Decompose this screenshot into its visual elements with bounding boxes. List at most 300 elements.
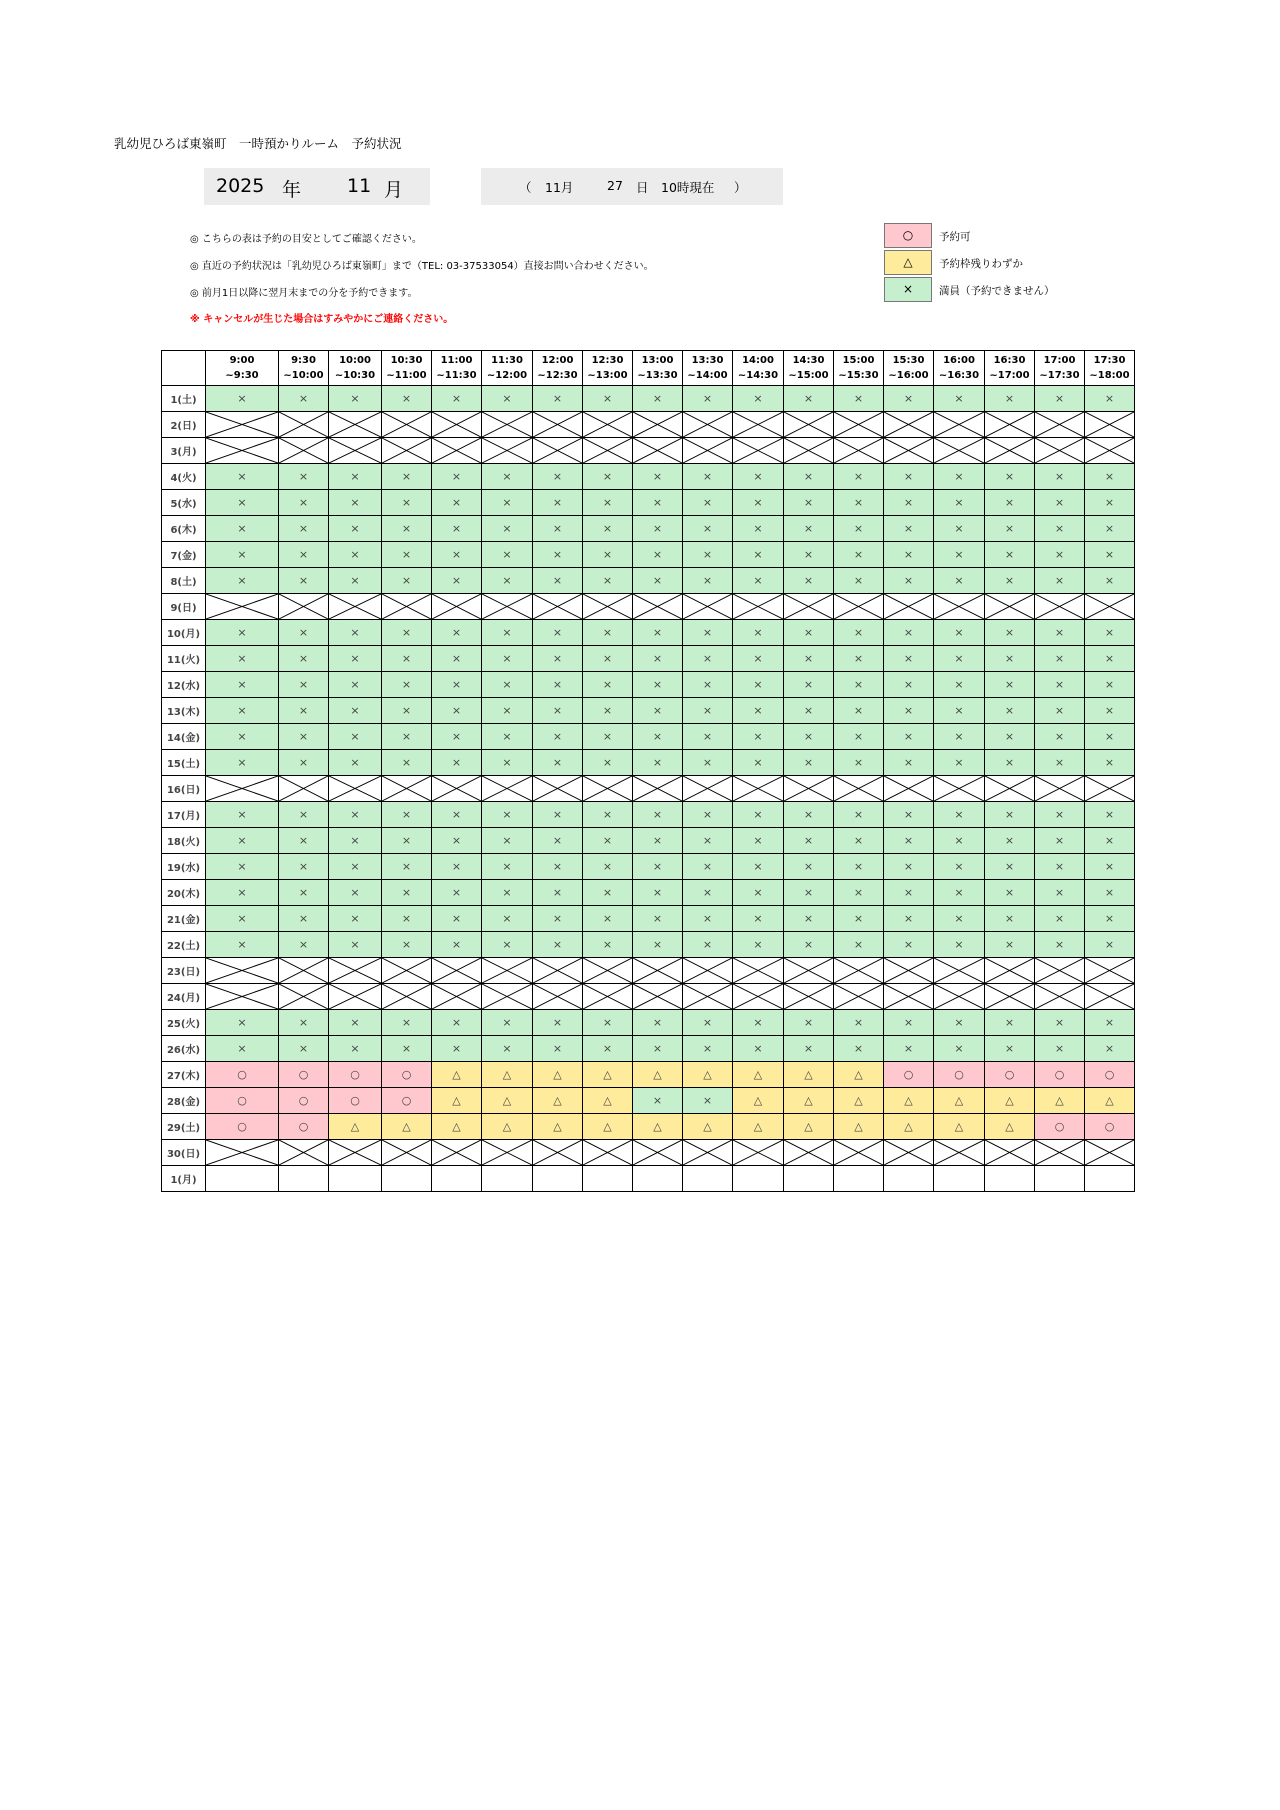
- table-row: [162, 620, 1135, 646]
- status-cell-full: ×: [683, 646, 733, 672]
- closed-cell: [329, 594, 382, 620]
- cancel-warning: ※ キャンセルが生じた場合はすみやかにご連絡ください。: [190, 314, 454, 325]
- day-label: 6(木): [162, 516, 206, 542]
- time-slot-header: [1085, 351, 1135, 386]
- empty-cell: [279, 1166, 329, 1192]
- closed-cell: [834, 776, 884, 802]
- closed-cell: [884, 1140, 934, 1166]
- legend-full-symbol: ×: [884, 277, 932, 302]
- status-cell-full: ×: [1085, 464, 1135, 490]
- empty-cell: [1035, 1166, 1085, 1192]
- status-cell-full: ×: [934, 932, 985, 958]
- closed-cell: [1085, 958, 1135, 984]
- status-cell-full: ×: [329, 490, 382, 516]
- status-cell-full: ×: [206, 516, 279, 542]
- legend-few-label: 予約枠残りわずか: [939, 258, 1023, 270]
- status-cell-full: ×: [279, 724, 329, 750]
- status-cell-full: ×: [482, 1036, 533, 1062]
- status-cell-full: ×: [329, 646, 382, 672]
- status-cell-full: ×: [583, 750, 633, 776]
- status-cell-full: ×: [633, 672, 683, 698]
- closed-cell: [482, 1140, 533, 1166]
- status-cell-full: ×: [834, 542, 884, 568]
- closed-cell: [279, 594, 329, 620]
- time-slot-header: [834, 351, 884, 386]
- empty-cell: [884, 1166, 934, 1192]
- status-cell-full: ×: [834, 932, 884, 958]
- status-cell-full: ×: [206, 906, 279, 932]
- slot-end: ~17:30: [1039, 370, 1080, 381]
- closed-cell: [884, 412, 934, 438]
- status-cell-full: ×: [834, 464, 884, 490]
- status-cell-full: ×: [985, 490, 1035, 516]
- status-cell-few: △: [834, 1088, 884, 1114]
- status-cell-full: ×: [934, 1010, 985, 1036]
- closed-cell: [985, 776, 1035, 802]
- status-cell-full: ×: [683, 386, 733, 412]
- slot-end: ~9:30: [225, 370, 259, 381]
- status-cell-full: ×: [482, 698, 533, 724]
- status-cell-ok: ○: [206, 1088, 279, 1114]
- time-slot-header: [934, 351, 985, 386]
- closed-cell: [784, 1140, 834, 1166]
- status-cell-few: △: [482, 1062, 533, 1088]
- status-cell-full: ×: [206, 932, 279, 958]
- empty-cell: [985, 1166, 1035, 1192]
- status-cell-full: ×: [884, 1036, 934, 1062]
- status-cell-full: ×: [784, 802, 834, 828]
- status-cell-full: ×: [1035, 1036, 1085, 1062]
- status-cell-full: ×: [683, 464, 733, 490]
- closed-cell: [784, 958, 834, 984]
- closed-cell: [279, 984, 329, 1010]
- header-corner: [162, 351, 206, 386]
- status-cell-ok: ○: [329, 1062, 382, 1088]
- note-2: ◎ 直近の予約状況は「乳幼児ひろば東嶺町」まで（TEL: 03-37533054）直接お問い合わせください。: [190, 261, 654, 272]
- status-cell-full: ×: [583, 932, 633, 958]
- status-cell-full: ×: [683, 516, 733, 542]
- slot-end: ~12:00: [486, 370, 528, 381]
- table-row: [162, 412, 1135, 438]
- status-cell-full: ×: [279, 1010, 329, 1036]
- closed-cell: [633, 776, 683, 802]
- empty-cell: [683, 1166, 733, 1192]
- status-cell-few: △: [733, 1114, 784, 1140]
- status-cell-few: △: [533, 1114, 583, 1140]
- status-cell-full: ×: [1035, 854, 1085, 880]
- status-cell-full: ×: [784, 698, 834, 724]
- status-cell-full: ×: [934, 672, 985, 698]
- status-cell-full: ×: [206, 542, 279, 568]
- day-label: 28(金): [162, 1088, 206, 1114]
- status-cell-full: ×: [1035, 386, 1085, 412]
- closed-cell: [382, 958, 432, 984]
- status-cell-full: ×: [482, 620, 533, 646]
- status-cell-full: ×: [934, 464, 985, 490]
- status-cell-ok: ○: [985, 1062, 1035, 1088]
- closed-cell: [482, 984, 533, 1010]
- status-cell-full: ×: [784, 880, 834, 906]
- closed-cell: [533, 594, 583, 620]
- table-row: [162, 646, 1135, 672]
- status-cell-full: ×: [633, 646, 683, 672]
- status-cell-ok: ○: [1035, 1114, 1085, 1140]
- closed-cell: [985, 412, 1035, 438]
- status-cell-full: ×: [1035, 516, 1085, 542]
- status-cell-full: ×: [784, 906, 834, 932]
- closed-cell: [533, 412, 583, 438]
- table-row: [162, 932, 1135, 958]
- status-cell-full: ×: [279, 620, 329, 646]
- status-cell-full: ×: [329, 802, 382, 828]
- status-cell-full: ×: [382, 542, 432, 568]
- closed-cell: [583, 412, 633, 438]
- status-cell-few: △: [985, 1088, 1035, 1114]
- status-cell-full: ×: [533, 620, 583, 646]
- status-cell-full: ×: [432, 724, 482, 750]
- month-unit: 月: [384, 179, 404, 201]
- status-cell-full: ×: [206, 750, 279, 776]
- closed-cell: [834, 438, 884, 464]
- status-cell-full: ×: [985, 906, 1035, 932]
- status-cell-full: ×: [733, 906, 784, 932]
- closed-cell: [884, 958, 934, 984]
- status-cell-full: ×: [482, 672, 533, 698]
- year-value: 2025: [216, 175, 265, 197]
- status-cell-full: ×: [382, 516, 432, 542]
- slot-end: ~11:00: [386, 370, 427, 381]
- status-cell-full: ×: [432, 932, 482, 958]
- status-cell-full: ×: [329, 568, 382, 594]
- status-cell-full: ×: [733, 828, 784, 854]
- status-cell-ok: ○: [382, 1088, 432, 1114]
- status-cell-full: ×: [329, 464, 382, 490]
- day-label: 20(木): [162, 880, 206, 906]
- closed-cell: [1035, 412, 1085, 438]
- status-cell-full: ×: [533, 750, 583, 776]
- status-cell-full: ×: [206, 854, 279, 880]
- table-row: [162, 672, 1135, 698]
- closed-cell: [279, 438, 329, 464]
- status-cell-full: ×: [382, 880, 432, 906]
- status-cell-full: ×: [834, 490, 884, 516]
- time-slot-header: [206, 351, 279, 386]
- status-cell-full: ×: [533, 802, 583, 828]
- status-cell-full: ×: [279, 880, 329, 906]
- status-cell-full: ×: [934, 516, 985, 542]
- status-cell-full: ×: [784, 828, 834, 854]
- day-label: 9(日): [162, 594, 206, 620]
- status-cell-full: ×: [583, 646, 633, 672]
- status-cell-full: ×: [279, 386, 329, 412]
- status-cell-few: △: [432, 1114, 482, 1140]
- status-cell-full: ×: [733, 724, 784, 750]
- status-cell-ok: ○: [206, 1114, 279, 1140]
- day-label: 4(火): [162, 464, 206, 490]
- status-cell-full: ×: [482, 490, 533, 516]
- status-cell-ok: ○: [934, 1062, 985, 1088]
- status-cell-full: ×: [884, 698, 934, 724]
- status-cell-full: ×: [206, 698, 279, 724]
- closed-cell: [329, 958, 382, 984]
- status-cell-full: ×: [733, 802, 784, 828]
- status-cell-full: ×: [206, 1010, 279, 1036]
- day-label: 23(日): [162, 958, 206, 984]
- closed-cell: [583, 958, 633, 984]
- status-cell-full: ×: [733, 490, 784, 516]
- status-cell-full: ×: [482, 750, 533, 776]
- time-slot-header: [884, 351, 934, 386]
- status-cell-full: ×: [834, 750, 884, 776]
- page-title: 乳幼児ひろば東嶺町 一時預かりルーム 予約状況: [114, 136, 402, 151]
- status-cell-few: △: [482, 1114, 533, 1140]
- status-cell-full: ×: [279, 516, 329, 542]
- status-cell-few: △: [482, 1088, 533, 1114]
- day-label: 15(土): [162, 750, 206, 776]
- time-slot-header: [1035, 351, 1085, 386]
- day-label: 25(火): [162, 1010, 206, 1036]
- legend-few-symbol: △: [884, 250, 932, 275]
- table-row: [162, 984, 1135, 1010]
- slot-end: ~16:00: [888, 370, 929, 381]
- status-cell-full: ×: [733, 750, 784, 776]
- status-cell-full: ×: [633, 516, 683, 542]
- closed-cell: [733, 438, 784, 464]
- closed-cell: [1035, 594, 1085, 620]
- status-cell-full: ×: [633, 620, 683, 646]
- status-cell-full: ×: [432, 880, 482, 906]
- status-cell-full: ×: [683, 1088, 733, 1114]
- empty-cell: [329, 1166, 382, 1192]
- status-cell-full: ×: [633, 750, 683, 776]
- status-cell-full: ×: [784, 620, 834, 646]
- status-cell-few: △: [1085, 1088, 1135, 1114]
- status-cell-full: ×: [329, 698, 382, 724]
- day-label: 13(木): [162, 698, 206, 724]
- empty-cell: [934, 1166, 985, 1192]
- status-cell-full: ×: [784, 542, 834, 568]
- status-cell-full: ×: [884, 750, 934, 776]
- status-cell-full: ×: [934, 646, 985, 672]
- status-cell-full: ×: [683, 490, 733, 516]
- status-cell-full: ×: [432, 516, 482, 542]
- table-row: [162, 802, 1135, 828]
- status-cell-full: ×: [583, 620, 633, 646]
- day-label: 22(土): [162, 932, 206, 958]
- status-cell-full: ×: [583, 906, 633, 932]
- closed-cell: [784, 776, 834, 802]
- status-cell-few: △: [432, 1088, 482, 1114]
- status-cell-full: ×: [884, 906, 934, 932]
- status-cell-full: ×: [934, 724, 985, 750]
- closed-cell: [482, 594, 533, 620]
- status-cell-full: ×: [1085, 724, 1135, 750]
- empty-cell: [482, 1166, 533, 1192]
- status-cell-full: ×: [382, 464, 432, 490]
- closed-cell: [683, 984, 733, 1010]
- status-cell-full: ×: [206, 828, 279, 854]
- empty-cell: [633, 1166, 683, 1192]
- table-row: [162, 880, 1135, 906]
- closed-cell: [985, 594, 1035, 620]
- status-cell-full: ×: [583, 672, 633, 698]
- status-cell-full: ×: [432, 672, 482, 698]
- status-cell-full: ×: [934, 568, 985, 594]
- status-cell-full: ×: [583, 724, 633, 750]
- status-cell-full: ×: [633, 542, 683, 568]
- closed-cell: [733, 958, 784, 984]
- closed-cell: [1035, 958, 1085, 984]
- table-row: [162, 1062, 1135, 1088]
- closed-cell: [206, 984, 279, 1010]
- status-cell-few: △: [533, 1088, 583, 1114]
- status-cell-full: ×: [382, 646, 432, 672]
- status-cell-full: ×: [733, 568, 784, 594]
- status-cell-full: ×: [934, 750, 985, 776]
- closed-cell: [934, 776, 985, 802]
- status-cell-full: ×: [279, 542, 329, 568]
- status-cell-full: ×: [583, 568, 633, 594]
- status-cell-full: ×: [533, 464, 583, 490]
- status-cell-full: ×: [279, 464, 329, 490]
- status-cell-full: ×: [784, 464, 834, 490]
- status-cell-full: ×: [482, 646, 533, 672]
- status-cell-full: ×: [329, 724, 382, 750]
- slot-start: 16:30: [993, 355, 1026, 366]
- status-cell-full: ×: [985, 880, 1035, 906]
- closed-cell: [583, 984, 633, 1010]
- slot-end: ~14:30: [737, 370, 779, 381]
- status-cell-full: ×: [279, 646, 329, 672]
- status-cell-full: ×: [279, 932, 329, 958]
- status-cell-full: ×: [1035, 698, 1085, 724]
- closed-cell: [583, 776, 633, 802]
- status-cell-full: ×: [1085, 750, 1135, 776]
- status-cell-full: ×: [279, 750, 329, 776]
- status-cell-full: ×: [884, 854, 934, 880]
- slot-start: 9:30: [291, 355, 316, 366]
- status-cell-full: ×: [1085, 906, 1135, 932]
- table-row: [162, 594, 1135, 620]
- status-cell-full: ×: [533, 932, 583, 958]
- day-label: 17(月): [162, 802, 206, 828]
- closed-cell: [583, 438, 633, 464]
- status-cell-full: ×: [834, 672, 884, 698]
- status-cell-full: ×: [1035, 724, 1085, 750]
- table-row: [162, 854, 1135, 880]
- status-cell-full: ×: [683, 750, 733, 776]
- status-cell-few: △: [683, 1062, 733, 1088]
- status-cell-full: ×: [329, 542, 382, 568]
- status-cell-full: ×: [1085, 568, 1135, 594]
- status-cell-full: ×: [382, 932, 432, 958]
- status-cell-full: ×: [934, 490, 985, 516]
- status-cell-full: ×: [884, 672, 934, 698]
- status-cell-full: ×: [533, 828, 583, 854]
- note-1: ◎ こちらの表は予約の目安としてご確認ください。: [190, 234, 422, 245]
- status-cell-full: ×: [382, 672, 432, 698]
- status-cell-full: ×: [985, 542, 1035, 568]
- table-row: [162, 438, 1135, 464]
- status-cell-full: ×: [633, 880, 683, 906]
- status-cell-full: ×: [1035, 542, 1085, 568]
- status-cell-ok: ○: [279, 1114, 329, 1140]
- status-cell-full: ×: [382, 802, 432, 828]
- slot-start: 10:30: [390, 355, 423, 366]
- status-cell-full: ×: [382, 750, 432, 776]
- status-cell-full: ×: [1085, 516, 1135, 542]
- status-cell-full: ×: [985, 646, 1035, 672]
- closed-cell: [834, 984, 884, 1010]
- status-cell-full: ×: [1085, 620, 1135, 646]
- status-cell-full: ×: [206, 646, 279, 672]
- status-cell-full: ×: [884, 724, 934, 750]
- day-label: 19(水): [162, 854, 206, 880]
- status-cell-full: ×: [733, 880, 784, 906]
- time-slot-header: [432, 351, 482, 386]
- closed-cell: [279, 958, 329, 984]
- status-cell-full: ×: [985, 750, 1035, 776]
- closed-cell: [533, 1140, 583, 1166]
- closed-cell: [934, 984, 985, 1010]
- slot-start: 17:00: [1043, 355, 1076, 366]
- table-row: [162, 958, 1135, 984]
- status-cell-full: ×: [583, 1010, 633, 1036]
- status-cell-full: ×: [583, 516, 633, 542]
- closed-cell: [583, 1140, 633, 1166]
- status-cell-full: ×: [1035, 672, 1085, 698]
- slot-end: ~10:00: [283, 370, 324, 381]
- closed-cell: [329, 984, 382, 1010]
- status-cell-full: ×: [1085, 932, 1135, 958]
- status-cell-ok: ○: [279, 1062, 329, 1088]
- status-cell-full: ×: [482, 854, 533, 880]
- status-cell-ok: ○: [1035, 1062, 1085, 1088]
- closed-cell: [884, 438, 934, 464]
- slot-end: ~13:00: [587, 370, 628, 381]
- slot-end: ~15:30: [838, 370, 879, 381]
- day-label: 2(日): [162, 412, 206, 438]
- status-cell-full: ×: [583, 880, 633, 906]
- slot-start: 14:30: [792, 355, 825, 366]
- closed-cell: [633, 958, 683, 984]
- closed-cell: [1085, 438, 1135, 464]
- status-cell-full: ×: [583, 698, 633, 724]
- status-cell-full: ×: [934, 880, 985, 906]
- closed-cell: [884, 594, 934, 620]
- status-cell-full: ×: [206, 386, 279, 412]
- status-cell-full: ×: [329, 750, 382, 776]
- status-cell-full: ×: [279, 698, 329, 724]
- status-cell-full: ×: [533, 698, 583, 724]
- status-cell-few: △: [382, 1114, 432, 1140]
- status-cell-full: ×: [683, 672, 733, 698]
- slot-end: ~11:30: [436, 370, 477, 381]
- status-cell-few: △: [834, 1062, 884, 1088]
- status-cell-full: ×: [683, 828, 733, 854]
- closed-cell: [432, 776, 482, 802]
- closed-cell: [633, 1140, 683, 1166]
- day-label: 27(木): [162, 1062, 206, 1088]
- as-of-day: 27: [607, 178, 623, 193]
- status-cell-full: ×: [533, 1036, 583, 1062]
- day-label: 3(月): [162, 438, 206, 464]
- status-cell-full: ×: [683, 698, 733, 724]
- closed-cell: [482, 438, 533, 464]
- closed-cell: [206, 776, 279, 802]
- status-cell-few: △: [834, 1114, 884, 1140]
- status-cell-full: ×: [633, 1010, 683, 1036]
